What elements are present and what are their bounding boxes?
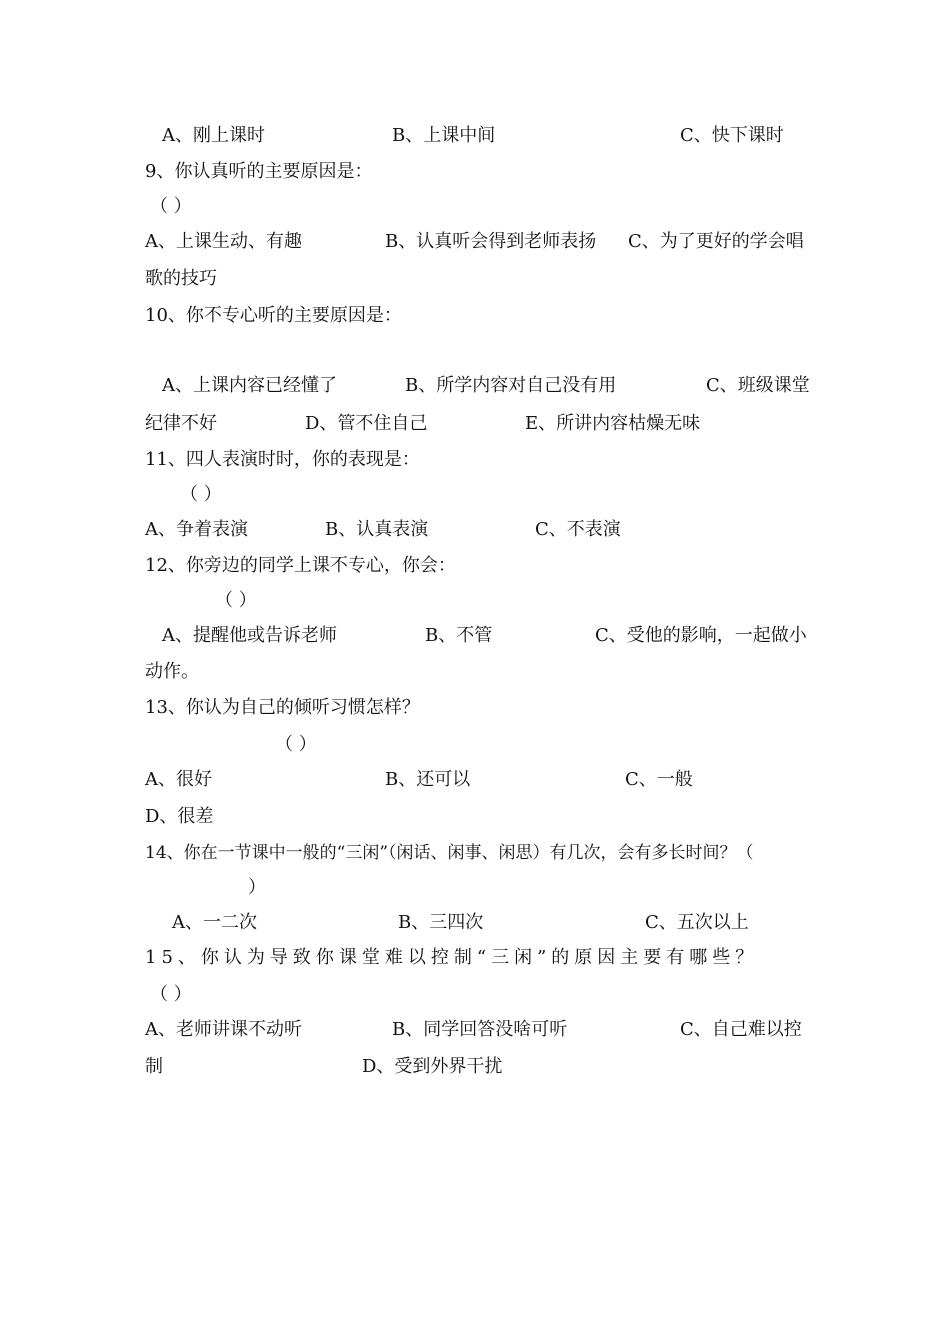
q12-option-a: A、提醒他或告诉老师 [162, 625, 337, 646]
q9-option-a: A、上课生动、有趣 [145, 231, 302, 252]
q12-option-b: B、不管 [425, 625, 493, 646]
q14-answer-blank-close: ） [248, 877, 266, 898]
q12-answer-blank: （ ） [215, 590, 257, 611]
q10-question: 10、你不专心听的主要原因是： [145, 305, 402, 326]
q15-option-a: A、老师讲课不动听 [145, 1019, 302, 1040]
q10-option-a: A、上课内容已经懂了 [162, 375, 337, 396]
q11-option-c: C、不表演 [535, 519, 621, 540]
q14-question: 14、你在一节课中一般的“三闲”（闲话、闲事、闲思）有几次，会有多长时间？（ [145, 843, 754, 863]
q15-question: 15、你认为导致你课堂难以控制“三闲”的原因主要有哪些？ [145, 947, 759, 968]
q15-option-d: D、受到外界干扰 [362, 1056, 503, 1077]
q10-option-d: D、管不住自己 [305, 413, 428, 434]
q10-option-e: E、所讲内容枯燥无味 [525, 413, 701, 434]
q11-question: 11、四人表演时时，你的表现是： [145, 449, 420, 470]
q12-question: 12、你旁边的同学上课不专心，你会： [145, 555, 456, 576]
q15-answer-blank: （ ） [150, 984, 192, 1005]
q14-option-c: C、五次以上 [645, 912, 749, 933]
q9-answer-blank: （ ） [150, 196, 192, 217]
q10-option-c: C、班级课堂 [706, 375, 810, 396]
q9-option-c-continued: 歌的技巧 [145, 268, 217, 289]
q11-option-b: B、认真表演 [325, 519, 429, 540]
q12-option-c-continued: 动作。 [145, 661, 199, 682]
q11-option-a: A、争着表演 [145, 519, 248, 540]
q13-option-d: D、很差 [145, 806, 214, 827]
q13-question: 13、你认为自己的倾听习惯怎样？ [145, 697, 420, 718]
q13-option-a: A、很好 [145, 769, 212, 790]
q14-option-b: B、三四次 [398, 912, 484, 933]
q15-option-c: C、自己难以控 [680, 1019, 802, 1040]
q10-option-b: B、所学内容对自己没有用 [405, 375, 617, 396]
q12-option-c: C、受他的影响，一起做小 [595, 625, 807, 646]
q13-option-b: B、还可以 [385, 769, 471, 790]
q13-answer-blank: （ ） [275, 734, 317, 755]
q8-option-a: A、刚上课时 [162, 125, 265, 146]
q8-option-b: B、上课中间 [392, 125, 496, 146]
q9-option-b: B、认真听会得到老师表扬 [385, 231, 597, 252]
q8-option-c: C、快下课时 [680, 125, 784, 146]
q14-option-a: A、一二次 [172, 912, 257, 933]
q13-option-c: C、一般 [625, 769, 693, 790]
q10-option-c-continued: 纪律不好 [145, 413, 217, 434]
q15-option-b: B、同学回答没啥可听 [392, 1019, 568, 1040]
q15-option-c-continued: 制 [145, 1056, 163, 1077]
q11-answer-blank: （ ） [180, 484, 222, 505]
q9-option-c: C、为了更好的学会唱 [628, 231, 804, 252]
q9-question: 9、你认真听的主要原因是： [145, 161, 373, 182]
